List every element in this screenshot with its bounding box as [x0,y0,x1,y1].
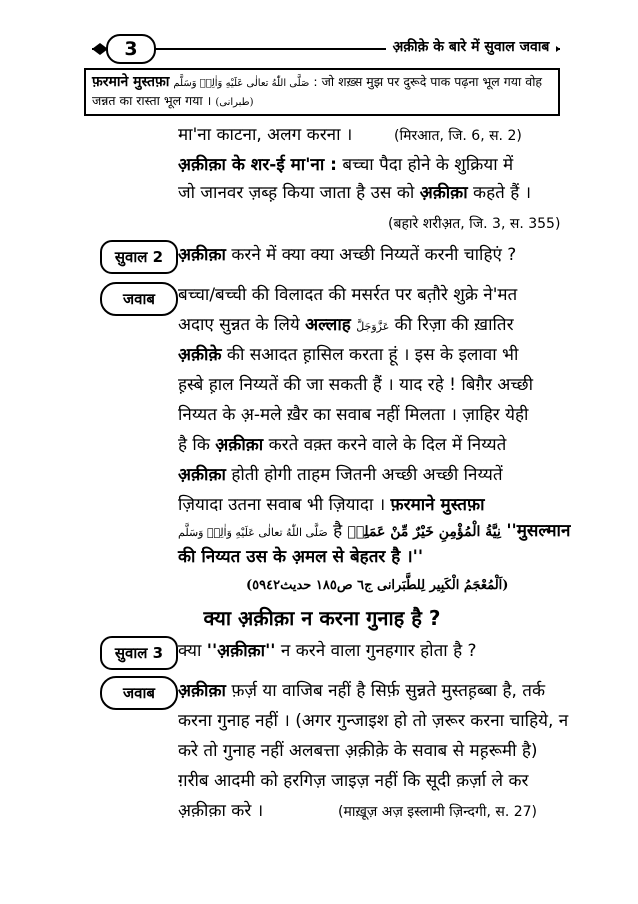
page-title: अ़क़ीक़े के बारे में सुवाल जवाब [386,34,556,60]
answer-2-line-6: है कि अ़क़ीक़ा करते वक़्त करने वाले के दिल में निय्यते [178,435,507,455]
farmane-label: फ़रमाने मुस्तफ़ा [92,74,170,90]
hadith-arabic: نِيَّةُ الْمُؤْمِنِ خَيْرٌ مِّنْ عَمَلِهٖ [347,524,501,540]
answer-2-line-3: अ़क़ीक़े की सआदत ह़ासिल करता हूं । इस के इलावा भी [178,345,519,365]
ref-bahare-shariat: (बहारे शरीअ़त, जि. 3, स. 355) [388,216,561,232]
farmane-source: (طبرانی) [215,97,254,108]
allah-text: अल्लाह [305,315,351,335]
answer-2-line-5: निय्यत के अ़-मले ख़ैर का सवाब नहीं मिलता । ज़ाहिर येही [178,405,529,425]
ref-miraat: (मिरआत, जि. 6, स. 2) [394,128,522,144]
question-3-text: क्या ''अ़क़ीक़ा'' न करने वाला गुनहगार होता है ? [178,641,477,661]
page-number: 3 [106,34,156,64]
answer-3-line-3: करे तो गुनाह नहीं अलबत्ता अ़क़ीक़े के सवाब से मह़रूमी है) [178,741,538,761]
answer-2-line-10: की निय्यत उस के अ़मल से बेहतर है ।'' [178,547,424,567]
section-heading: क्या अ़क़ीक़ा न करना गुनाह है ? [203,606,441,630]
answer-3-line-1: अ़क़ीक़ा फ़र्ज़ या वाजिब नहीं है सिर्फ़ सुन्नते मुस्तह़ब्बा है, तर्क [178,681,546,701]
answer-3-line-5: अ़क़ीक़ा करे । [178,801,264,821]
answer-2-line-9: صَلَّى اللّٰهُ تعالٰی عَلَيْهِ وَاٰلِهٖ وَسَلَّم है نِيَّةُ الْمُؤْمِنِ خَيْرٌ مِّنْ عَمَلِهٖ ''मुसल्मान [178,521,571,541]
answer-3-label: जवाब [100,676,178,710]
answer-2-line-4: ह़स्बे ह़ाल निय्यतें की जा सकती हैं । याद रहे ! बिग़ैर अच्छी [178,375,533,395]
answer-2-line-7: अ़क़ीक़ा होती होगी ताहम जितनी अच्छी अच्छी निय्यतें [178,465,503,485]
answer-2-line-1: बच्चा/बच्ची की विलादत की मसर्रत पर बत़ौरे शुक्रे ने'मत [178,285,518,305]
answer-3-line-4: ग़रीब आदमी को हरगिज़ जाइज़ नहीं कि सूदी क़र्ज़ा ले कर [178,771,529,791]
farmane-line-2 [92,92,552,112]
farmane-text-2: जन्नत का रास्ता भूल गया । [92,93,212,108]
ref-tabarani: (اَلْمُعْجَمُ الْكَبِير لِلطَّبَرانی ج٦ ص١٨٥ حديث٥٩٤٢) [246,578,509,593]
answer-2-label: जवाब [100,282,178,316]
farmane-text-1: : जो शख़्स मुझ पर दुरूदे पाक पढ़ना भूल गया वोह [313,74,543,89]
farmane-mustafa-box [84,68,560,116]
question-3-label: सुवाल 3 [100,636,178,670]
ref-islami-zindagi: (माख़ूज़ अज़ इस्लामी ज़िन्दगी, स. 27) [338,804,537,820]
sharai-mana-label: अ़क़ीक़ा के शर-ई मा'ना : [178,155,337,175]
answer-2-line-2: अदाए सुन्नत के लिये अल्लाह عَزَّوَجَلَّ की रिज़ा की ख़ातिर [178,315,514,335]
answer-2-line-8: ज़ियादा उतना सवाब भी ज़ियादा । फ़रमाने मुस्तफ़ा [178,495,485,515]
salawat-text: صَلَّى اللّٰهُ تعالٰی عَلَيْهِ وَاٰلِهٖ وَسَلَّم [173,78,310,89]
body-line-3: जो जानवर ज़ब्ह़ किया जाता है उस को अ़क़ीक़ा कहते हैं । [178,183,532,203]
answer-3-line-2: करना गुनाह नहीं । (अगर गुन्जाइश हो तो ज़रूर करना चाहिये, न [178,711,569,731]
body-line-1: मा'ना काटना, अलग करना । [178,125,353,145]
question-2-label: सुवाल 2 [100,240,178,274]
farmane-line-1 [92,73,552,93]
body-line-2: अ़क़ीक़ा के शर-ई मा'ना : बच्चा पैदा होने के शुक्रिया में [178,155,514,175]
question-2-text: अ़क़ीक़ा करने में क्या क्या अच्छी निय्यतें करनी चाहिएं ? [178,245,517,265]
